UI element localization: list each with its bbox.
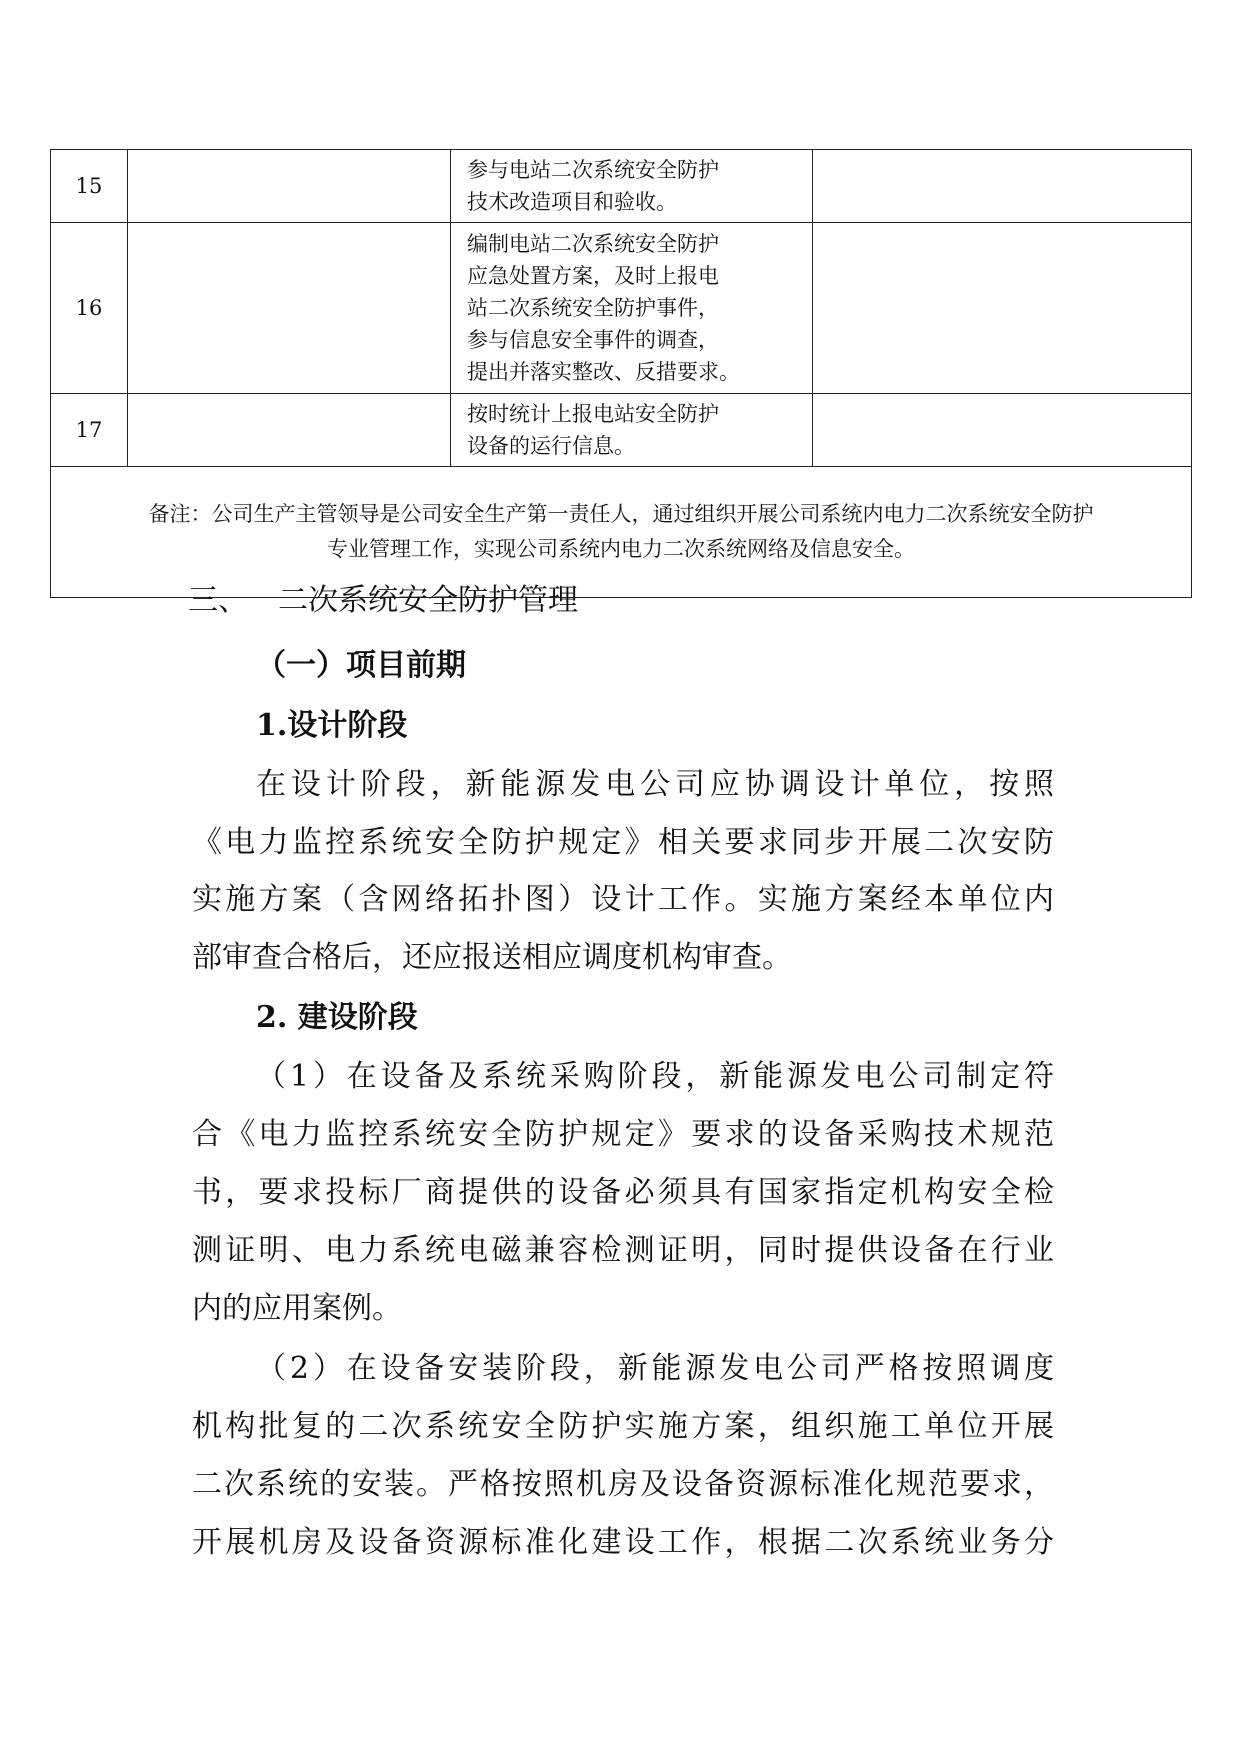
paragraph-line: （2）在设备安装阶段，新能源发电公司严格按照调度 bbox=[256, 1351, 1054, 1386]
duty-text: 参与电站二次系统安全防护 bbox=[467, 158, 719, 182]
table-cell-empty bbox=[128, 150, 451, 223]
duty-text: 编制电站二次系统安全防护 bbox=[467, 232, 719, 256]
row-number: 15 bbox=[51, 150, 128, 223]
paragraph-line: 开展机房及设备资源标准化建设工作，根据二次系统业务分 bbox=[192, 1525, 1054, 1560]
paragraph-line: 在设计阶段，新能源发电公司应协调设计单位，按照 bbox=[256, 767, 1054, 802]
duty-text: 技术改造项目和验收。 bbox=[467, 190, 677, 214]
duty-cell bbox=[451, 223, 813, 394]
design-stage-heading: 1.设计阶段 bbox=[256, 708, 408, 743]
section-heading bbox=[188, 578, 578, 624]
duty-text: 站二次系统安全防护事件， bbox=[467, 296, 719, 320]
table-row bbox=[51, 223, 1192, 394]
paragraph-line: 二次系统的安装。严格按照机房及设备资源标准化规范要求， bbox=[192, 1467, 1054, 1502]
subsection-heading: （一）项目前期 bbox=[256, 648, 466, 683]
build-stage-heading: 2. 建设阶段 bbox=[256, 1000, 418, 1035]
section-title-text: 二次系统安全防护管理 bbox=[278, 583, 578, 618]
paragraph-line: 实施方案（含网络拓扑图）设计工作。实施方案经本单位内 bbox=[192, 882, 1054, 917]
table-cell-empty bbox=[128, 394, 451, 467]
row-number: 17 bbox=[51, 394, 128, 467]
note-text: 专业管理工作，实现公司系统内电力二次系统网络及信息安全。 bbox=[327, 537, 915, 561]
duty-cell bbox=[451, 150, 813, 223]
paragraph-line: 《电力监控系统安全防护规定》相关要求同步开展二次安防 bbox=[192, 825, 1054, 860]
note-text: 备注：公司生产主管领导是公司安全生产第一责任人，通过组织开展公司系统内电力二次系统安全防护 bbox=[148, 502, 1094, 526]
table-cell-empty bbox=[813, 150, 1192, 223]
table-cell-empty bbox=[813, 223, 1192, 394]
table-row bbox=[51, 394, 1192, 467]
paragraph-line: 测证明、电力系统电磁兼容检测证明，同时提供设备在行业 bbox=[192, 1233, 1054, 1268]
duty-text: 设备的运行信息。 bbox=[467, 434, 635, 458]
table-cell-empty bbox=[813, 394, 1192, 467]
duty-text: 应急处置方案，及时上报电 bbox=[467, 264, 719, 288]
table-row bbox=[51, 150, 1192, 223]
section-number: 三、 bbox=[188, 583, 248, 618]
paragraph-line: 部审查合格后，还应报送相应调度机构审查。 bbox=[192, 940, 792, 975]
paragraph-line: 书，要求投标厂商提供的设备必须具有国家指定机构安全检 bbox=[192, 1175, 1054, 1210]
paragraph-line: 内的应用案例。 bbox=[192, 1291, 402, 1326]
paragraph-line: （1）在设备及系统采购阶段，新能源发电公司制定符 bbox=[256, 1059, 1054, 1094]
paragraph-line: 机构批复的二次系统安全防护实施方案，组织施工单位开展 bbox=[192, 1409, 1054, 1444]
duty-text: 按时统计上报电站安全防护 bbox=[467, 402, 719, 426]
duty-cell bbox=[451, 394, 813, 467]
row-number: 16 bbox=[51, 223, 128, 394]
duty-text: 提出并落实整改、反措要求。 bbox=[467, 360, 740, 384]
responsibility-table bbox=[50, 149, 1192, 598]
paragraph-line: 合《电力监控系统安全防护规定》要求的设备采购技术规范 bbox=[192, 1117, 1054, 1152]
duty-text: 参与信息安全事件的调查， bbox=[467, 328, 719, 352]
table-cell-empty bbox=[128, 223, 451, 394]
